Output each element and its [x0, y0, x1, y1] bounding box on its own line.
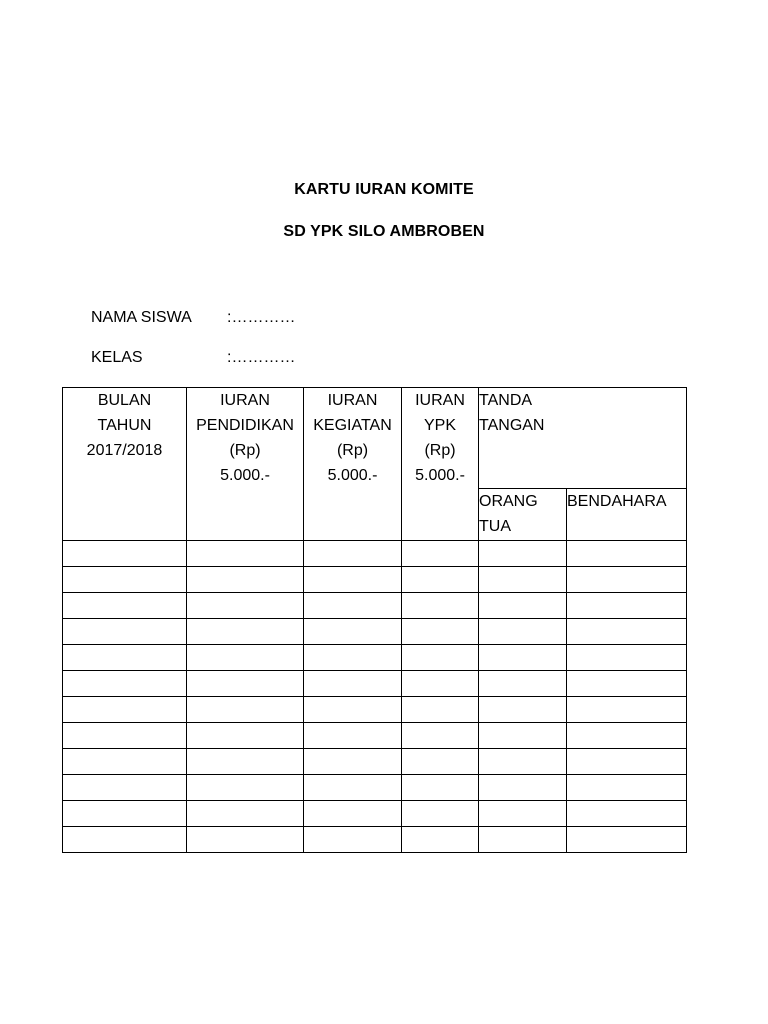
table-cell[interactable] — [304, 671, 402, 697]
table-row — [63, 697, 687, 723]
class-value: :………… — [227, 349, 296, 366]
table-cell[interactable] — [402, 801, 479, 827]
table-cell[interactable] — [63, 827, 187, 853]
table-cell[interactable] — [187, 671, 304, 697]
table-row — [63, 827, 687, 853]
header-iuran-ypk — [402, 388, 479, 541]
table-cell[interactable] — [402, 697, 479, 723]
table-cell[interactable] — [567, 827, 687, 853]
table-row — [63, 723, 687, 749]
table-cell[interactable] — [402, 541, 479, 567]
table-cell[interactable] — [304, 541, 402, 567]
table-cell[interactable] — [402, 593, 479, 619]
table-cell[interactable] — [63, 645, 187, 671]
subheader-text: ORANG — [479, 493, 538, 510]
table-row — [63, 593, 687, 619]
table-cell[interactable] — [567, 775, 687, 801]
table-cell[interactable] — [567, 541, 687, 567]
table-cell[interactable] — [304, 749, 402, 775]
table-cell[interactable] — [402, 827, 479, 853]
table-cell[interactable] — [304, 619, 402, 645]
header-iuran-pendidikan — [187, 388, 304, 541]
table-cell[interactable] — [63, 801, 187, 827]
table-cell[interactable] — [63, 723, 187, 749]
table-cell[interactable] — [304, 593, 402, 619]
subheader-orang-tua — [479, 489, 567, 541]
header-tanda-tangan — [479, 388, 687, 489]
table-cell[interactable] — [479, 697, 567, 723]
table-cell[interactable] — [402, 723, 479, 749]
table-cell[interactable] — [402, 775, 479, 801]
header-text: TANGAN — [479, 417, 545, 434]
table-cell[interactable] — [187, 775, 304, 801]
table-cell[interactable] — [304, 645, 402, 671]
class-label: KELAS — [91, 349, 143, 366]
header-text: BULAN — [97, 392, 152, 409]
table-cell[interactable] — [304, 827, 402, 853]
table-cell[interactable] — [479, 541, 567, 567]
header-text: IURAN — [327, 392, 378, 409]
header-text: IURAN — [220, 392, 270, 409]
header-text: IURAN — [415, 392, 465, 409]
table-row — [63, 645, 687, 671]
table-cell[interactable] — [63, 593, 187, 619]
table-cell[interactable] — [479, 775, 567, 801]
table-row — [63, 775, 687, 801]
student-name-label: NAMA SISWA — [91, 309, 192, 326]
table-row — [63, 541, 687, 567]
table-cell[interactable] — [402, 645, 479, 671]
table-cell[interactable] — [63, 541, 187, 567]
header-text: TAHUN — [97, 417, 152, 434]
header-text: 2017/2018 — [86, 442, 163, 459]
table-cell[interactable] — [187, 541, 304, 567]
table-cell[interactable] — [63, 671, 187, 697]
table-row — [63, 671, 687, 697]
table-header-row — [63, 388, 687, 489]
table-cell[interactable] — [567, 671, 687, 697]
table-cell[interactable] — [402, 749, 479, 775]
table-cell[interactable] — [567, 645, 687, 671]
table-cell[interactable] — [567, 801, 687, 827]
table-cell[interactable] — [187, 723, 304, 749]
table-cell[interactable] — [567, 619, 687, 645]
header-text: 5.000.- — [220, 467, 270, 484]
table-cell[interactable] — [63, 749, 187, 775]
table-cell[interactable] — [63, 775, 187, 801]
header-bulan-tahun — [63, 388, 187, 541]
table-cell[interactable] — [479, 593, 567, 619]
table-cell[interactable] — [187, 801, 304, 827]
student-name-value: :………… — [227, 309, 296, 326]
school-name: SD YPK SILO AMBROBEN — [283, 223, 485, 240]
table-cell[interactable] — [304, 723, 402, 749]
table-cell[interactable] — [304, 775, 402, 801]
table-cell[interactable] — [187, 619, 304, 645]
table-cell[interactable] — [187, 697, 304, 723]
header-text: TANDA — [479, 392, 533, 409]
table-cell[interactable] — [63, 567, 187, 593]
header-text: 5.000.- — [327, 467, 378, 484]
header-text: KEGIATAN — [313, 417, 392, 434]
table-cell[interactable] — [304, 801, 402, 827]
fee-table — [62, 387, 687, 853]
table-cell[interactable] — [402, 567, 479, 593]
table-cell[interactable] — [479, 645, 567, 671]
table-row — [63, 801, 687, 827]
table-cell[interactable] — [479, 749, 567, 775]
table-cell[interactable] — [567, 567, 687, 593]
header-text: PENDIDIKAN — [196, 417, 294, 434]
table-cell[interactable] — [187, 749, 304, 775]
header-text: (Rp) — [336, 442, 369, 459]
table-cell[interactable] — [479, 671, 567, 697]
table-cell[interactable] — [187, 593, 304, 619]
subheader-bendahara: BENDAHARA — [567, 489, 687, 541]
table-row — [63, 567, 687, 593]
document-title: KARTU IURAN KOMITE — [294, 181, 474, 198]
table-cell[interactable] — [402, 619, 479, 645]
table-cell[interactable] — [304, 567, 402, 593]
table-cell[interactable] — [63, 619, 187, 645]
table-body — [63, 541, 687, 853]
table-cell[interactable] — [187, 827, 304, 853]
table-cell[interactable] — [187, 567, 304, 593]
header-iuran-kegiatan — [304, 388, 402, 541]
header-text: YPK — [423, 417, 456, 434]
table-cell[interactable] — [479, 723, 567, 749]
table-cell[interactable] — [567, 723, 687, 749]
table-cell[interactable] — [567, 593, 687, 619]
header-text: (Rp) — [424, 442, 456, 459]
table-row — [63, 619, 687, 645]
table-cell[interactable] — [479, 619, 567, 645]
header-text: (Rp) — [229, 442, 261, 459]
table-cell[interactable] — [402, 671, 479, 697]
header-text: 5.000.- — [415, 467, 465, 484]
subheader-text: TUA — [479, 518, 511, 535]
table-cell[interactable] — [304, 697, 402, 723]
table-cell[interactable] — [479, 801, 567, 827]
table-cell[interactable] — [479, 567, 567, 593]
table-cell[interactable] — [567, 697, 687, 723]
table-cell[interactable] — [479, 827, 567, 853]
table-row — [63, 749, 687, 775]
table-cell[interactable] — [567, 749, 687, 775]
table-cell[interactable] — [63, 697, 187, 723]
table-cell[interactable] — [187, 645, 304, 671]
